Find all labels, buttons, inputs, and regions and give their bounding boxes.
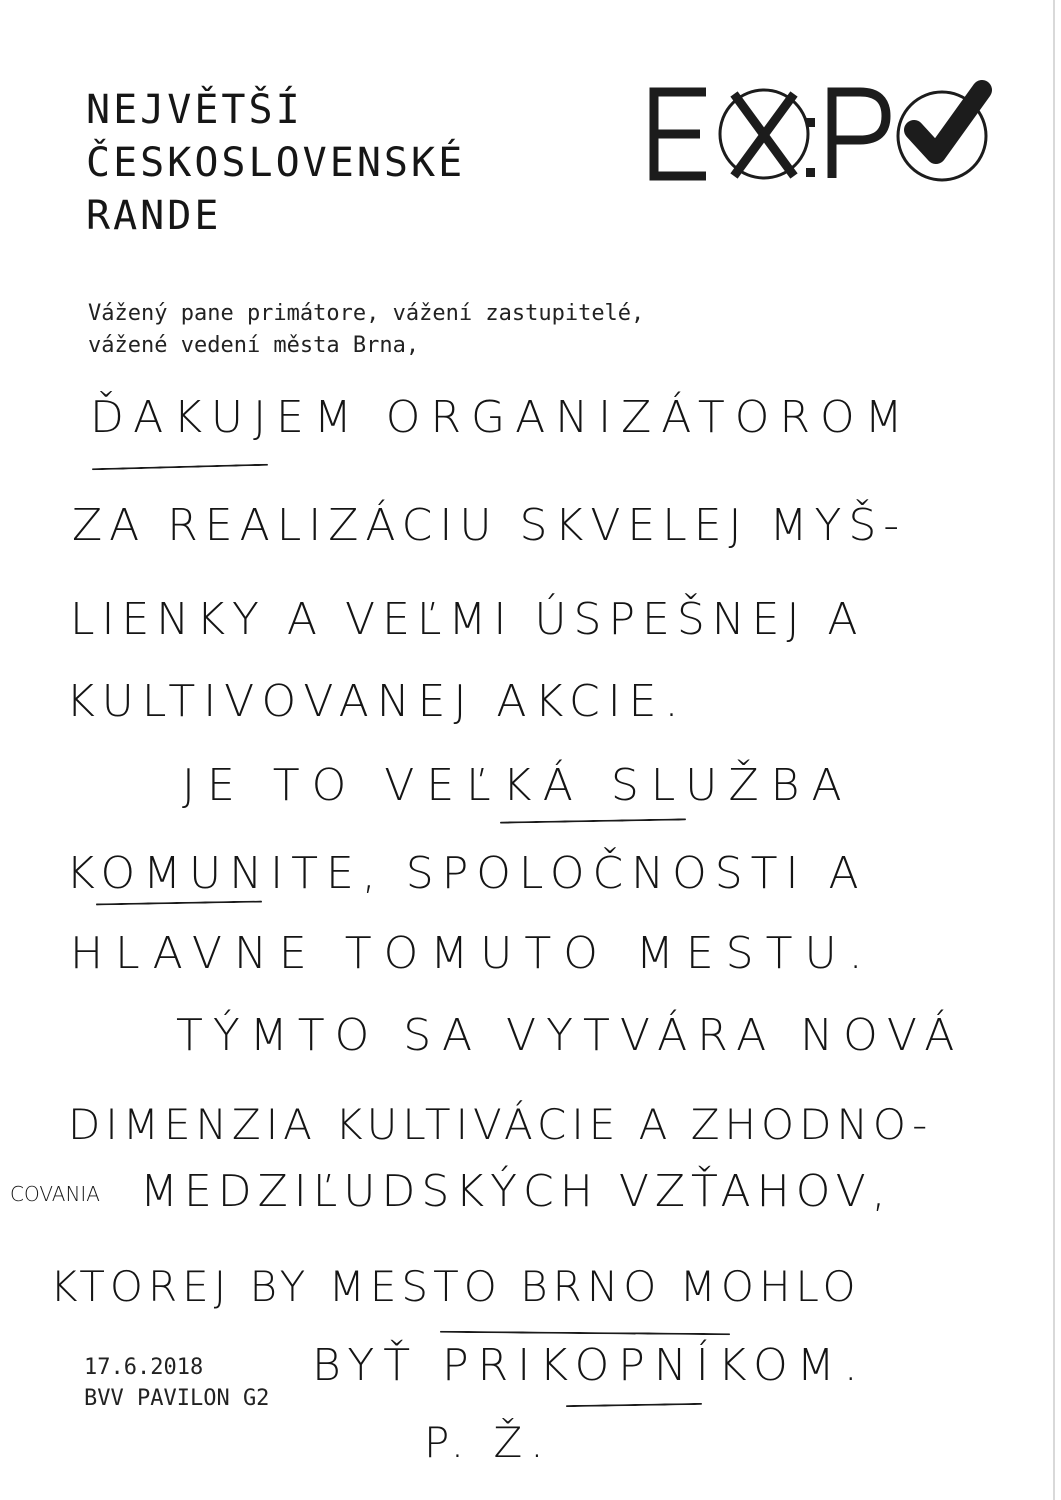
handwritten-line-4: KULTIVOVANEJ AKCIE.: [66, 676, 687, 727]
event-title-line-1: NEJVĚTŠÍ: [86, 87, 303, 133]
handwritten-line-2: ZA REALIZÁCIU SKVELEJ MYŠ-: [72, 500, 907, 551]
event-title-line-3: RANDE: [86, 193, 222, 239]
handwritten-line-13: BYŤ PRIKOPNÍKOM.: [312, 1340, 867, 1391]
handwritten-line-10: COVANIA: [10, 1182, 100, 1206]
handwritten-underline: [500, 818, 686, 823]
signature-initials: P. Ž.: [424, 1418, 552, 1467]
handwritten-underline: [566, 1403, 702, 1407]
greeting-line-2: vážené vedení města Brna,: [88, 333, 420, 358]
handwritten-line-12: KTOREJ BY MESTO BRNO MOHLO: [50, 1262, 861, 1311]
event-date: 17.6.2018: [84, 1355, 204, 1380]
handwritten-line-11: MEDZIĽUDSKÝCH VZŤAHOV,: [140, 1166, 892, 1217]
event-footer: [84, 1352, 269, 1414]
handwritten-line-6: KOMUNITE, SPOLOČNOSTI A: [66, 848, 867, 899]
event-title-line-2: ČESKOSLOVENSKÉ: [86, 140, 466, 186]
handwritten-line-1: ĎAKUJEM ORGANIZÁTOROM: [90, 392, 913, 443]
event-venue: BVV PAVILON G2: [84, 1386, 270, 1411]
greeting-line-1: Vážený pane primátore, vážení zastupitelé,: [88, 301, 645, 326]
handwritten-underline: [96, 901, 262, 906]
handwritten-line-7: HLAVNE TOMUTO MESTU.: [70, 928, 875, 979]
handwritten-line-8: TÝMTO SA VYTVÁRA NOVÁ: [176, 1010, 965, 1061]
handwritten-underline: [440, 1331, 730, 1336]
handwritten-underline: [92, 464, 268, 471]
handwritten-line-5: JE TO VEĽKÁ SLUŽBA: [182, 760, 854, 811]
handwritten-line-9: DIMENZIA KULTIVÁCIE A ZHODNO-: [68, 1100, 933, 1149]
handwritten-line-3: LIENKY A VEĽMI ÚSPEŠNEJ A: [70, 594, 865, 645]
